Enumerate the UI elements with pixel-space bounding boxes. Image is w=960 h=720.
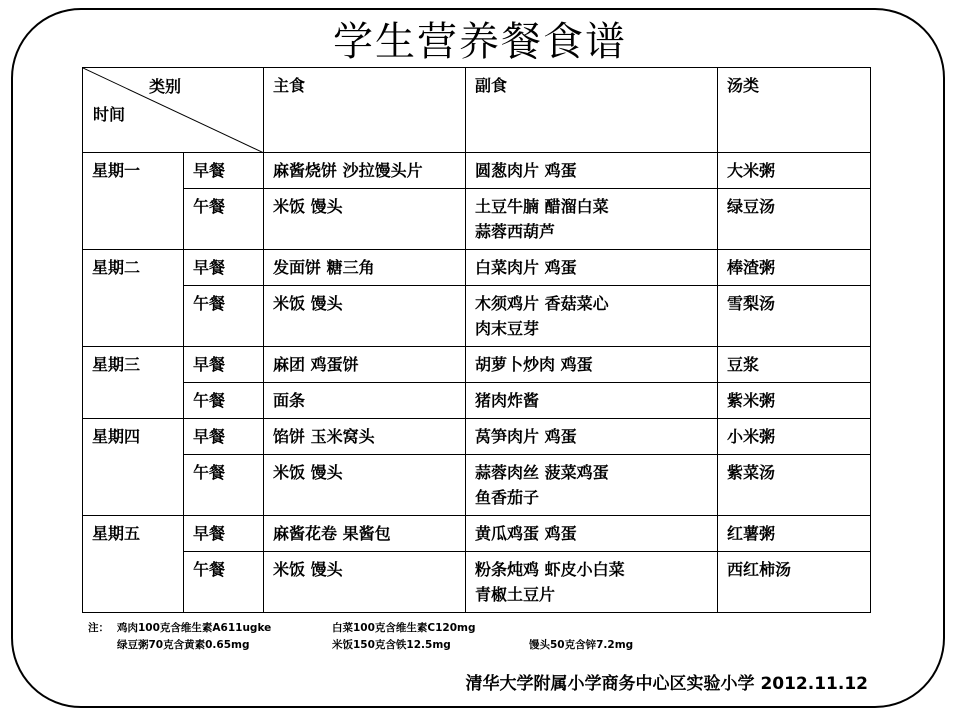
- side-dish-line: 土豆牛腩 醋溜白菜: [475, 197, 609, 216]
- school-footer: 清华大学附属小学商务中心区实验小学 2012.11.12: [465, 674, 868, 694]
- side-dish-cell: [466, 286, 718, 347]
- main-food-cell: 米饭 馒头: [264, 189, 466, 250]
- meal-cell: 早餐: [184, 419, 264, 455]
- side-dish-line: 蒜蓉西葫芦: [475, 222, 556, 241]
- soup-cell: 雪梨汤: [718, 286, 871, 347]
- side-dish-line: 莴笋肉片 鸡蛋: [475, 427, 577, 446]
- side-dish-line: 青椒土豆片: [475, 585, 556, 604]
- menu-table: [82, 67, 871, 613]
- side-dish-line: 木须鸡片 香菇菜心: [475, 294, 609, 313]
- soup-cell: 红薯粥: [718, 516, 871, 552]
- main-food-header: 主食: [264, 68, 466, 153]
- soup-cell: 大米粥: [718, 153, 871, 189]
- side-dish-cell: [466, 250, 718, 286]
- soup-header: 汤类: [718, 68, 871, 153]
- side-dish-cell: [466, 419, 718, 455]
- side-dish-line: 肉末豆芽: [475, 319, 540, 338]
- meal-cell: 午餐: [184, 552, 264, 613]
- soup-cell: 绿豆汤: [718, 189, 871, 250]
- note-bun: 馒头50克含锌7.2mg: [529, 639, 634, 651]
- main-food-cell: 麻团 鸡蛋饼: [264, 347, 466, 383]
- meal-cell: 午餐: [184, 286, 264, 347]
- day-cell: 星期三: [83, 347, 184, 419]
- main-food-cell: 米饭 馒头: [264, 455, 466, 516]
- menu-row: [83, 419, 871, 455]
- meal-cell: 早餐: [184, 347, 264, 383]
- day-cell: 星期一: [83, 153, 184, 250]
- notes-label: 注：: [88, 622, 109, 634]
- meal-cell: 午餐: [184, 189, 264, 250]
- meal-cell: 早餐: [184, 250, 264, 286]
- category-label: 类别: [149, 77, 182, 96]
- meal-cell: 午餐: [184, 383, 264, 419]
- soup-cell: 小米粥: [718, 419, 871, 455]
- page-title: 学生营养餐食谱: [333, 19, 627, 65]
- side-dish-line: 猪肉炸酱: [475, 391, 540, 410]
- side-dish-line: 黄瓜鸡蛋 鸡蛋: [475, 524, 577, 543]
- side-dish-line: 胡萝卜炒肉 鸡蛋: [475, 355, 593, 374]
- day-cell: 星期四: [83, 419, 184, 516]
- side-dish-cell: [466, 347, 718, 383]
- soup-cell: 西红柿汤: [718, 552, 871, 613]
- note-rice: 米饭150克含铁12.5mg: [332, 639, 451, 651]
- soup-cell: 紫菜汤: [718, 455, 871, 516]
- side-dish-cell: [466, 153, 718, 189]
- main-food-cell: 面条: [264, 383, 466, 419]
- menu-row: [83, 383, 871, 419]
- time-label: 时间: [93, 105, 126, 124]
- meal-cell: 早餐: [184, 516, 264, 552]
- menu-row: [83, 455, 871, 516]
- diagonal-header-cell: [83, 68, 264, 153]
- side-dish-cell: [466, 189, 718, 250]
- side-dish-line: 鱼香茄子: [475, 488, 540, 507]
- menu-row: [83, 347, 871, 383]
- menu-row: [83, 286, 871, 347]
- side-dish-line: 粉条炖鸡 虾皮小白菜: [475, 560, 625, 579]
- header-row: [83, 68, 871, 153]
- main-food-cell: 米饭 馒头: [264, 286, 466, 347]
- meal-cell: 午餐: [184, 455, 264, 516]
- soup-cell: 豆浆: [718, 347, 871, 383]
- note-cabbage: 白菜100克含维生素C120mg: [332, 622, 476, 634]
- side-dish-cell: [466, 516, 718, 552]
- main-food-cell: 麻酱花卷 果酱包: [264, 516, 466, 552]
- note-mungbean: 绿豆粥70克含黄素0.65mg: [117, 639, 250, 651]
- main-food-cell: 发面饼 糖三角: [264, 250, 466, 286]
- soup-cell: 紫米粥: [718, 383, 871, 419]
- side-dish-header: 副食: [466, 68, 718, 153]
- side-dish-cell: [466, 455, 718, 516]
- soup-cell: 棒渣粥: [718, 250, 871, 286]
- note-chicken: 鸡肉100克含维生素A611ugke: [117, 622, 272, 634]
- side-dish-line: 白菜肉片 鸡蛋: [475, 258, 577, 277]
- menu-row: [83, 516, 871, 552]
- meal-cell: 早餐: [184, 153, 264, 189]
- menu-row: [83, 189, 871, 250]
- menu-row: [83, 250, 871, 286]
- day-cell: 星期二: [83, 250, 184, 347]
- side-dish-line: 圆葱肉片 鸡蛋: [475, 161, 577, 180]
- side-dish-cell: [466, 552, 718, 613]
- side-dish-line: 蒜蓉肉丝 菠菜鸡蛋: [475, 463, 609, 482]
- menu-row: [83, 552, 871, 613]
- menu-row: [83, 153, 871, 189]
- day-cell: 星期五: [83, 516, 184, 613]
- main-food-cell: 麻酱烧饼 沙拉馒头片: [264, 153, 466, 189]
- main-food-cell: 米饭 馒头: [264, 552, 466, 613]
- main-food-cell: 馅饼 玉米窝头: [264, 419, 466, 455]
- side-dish-cell: [466, 383, 718, 419]
